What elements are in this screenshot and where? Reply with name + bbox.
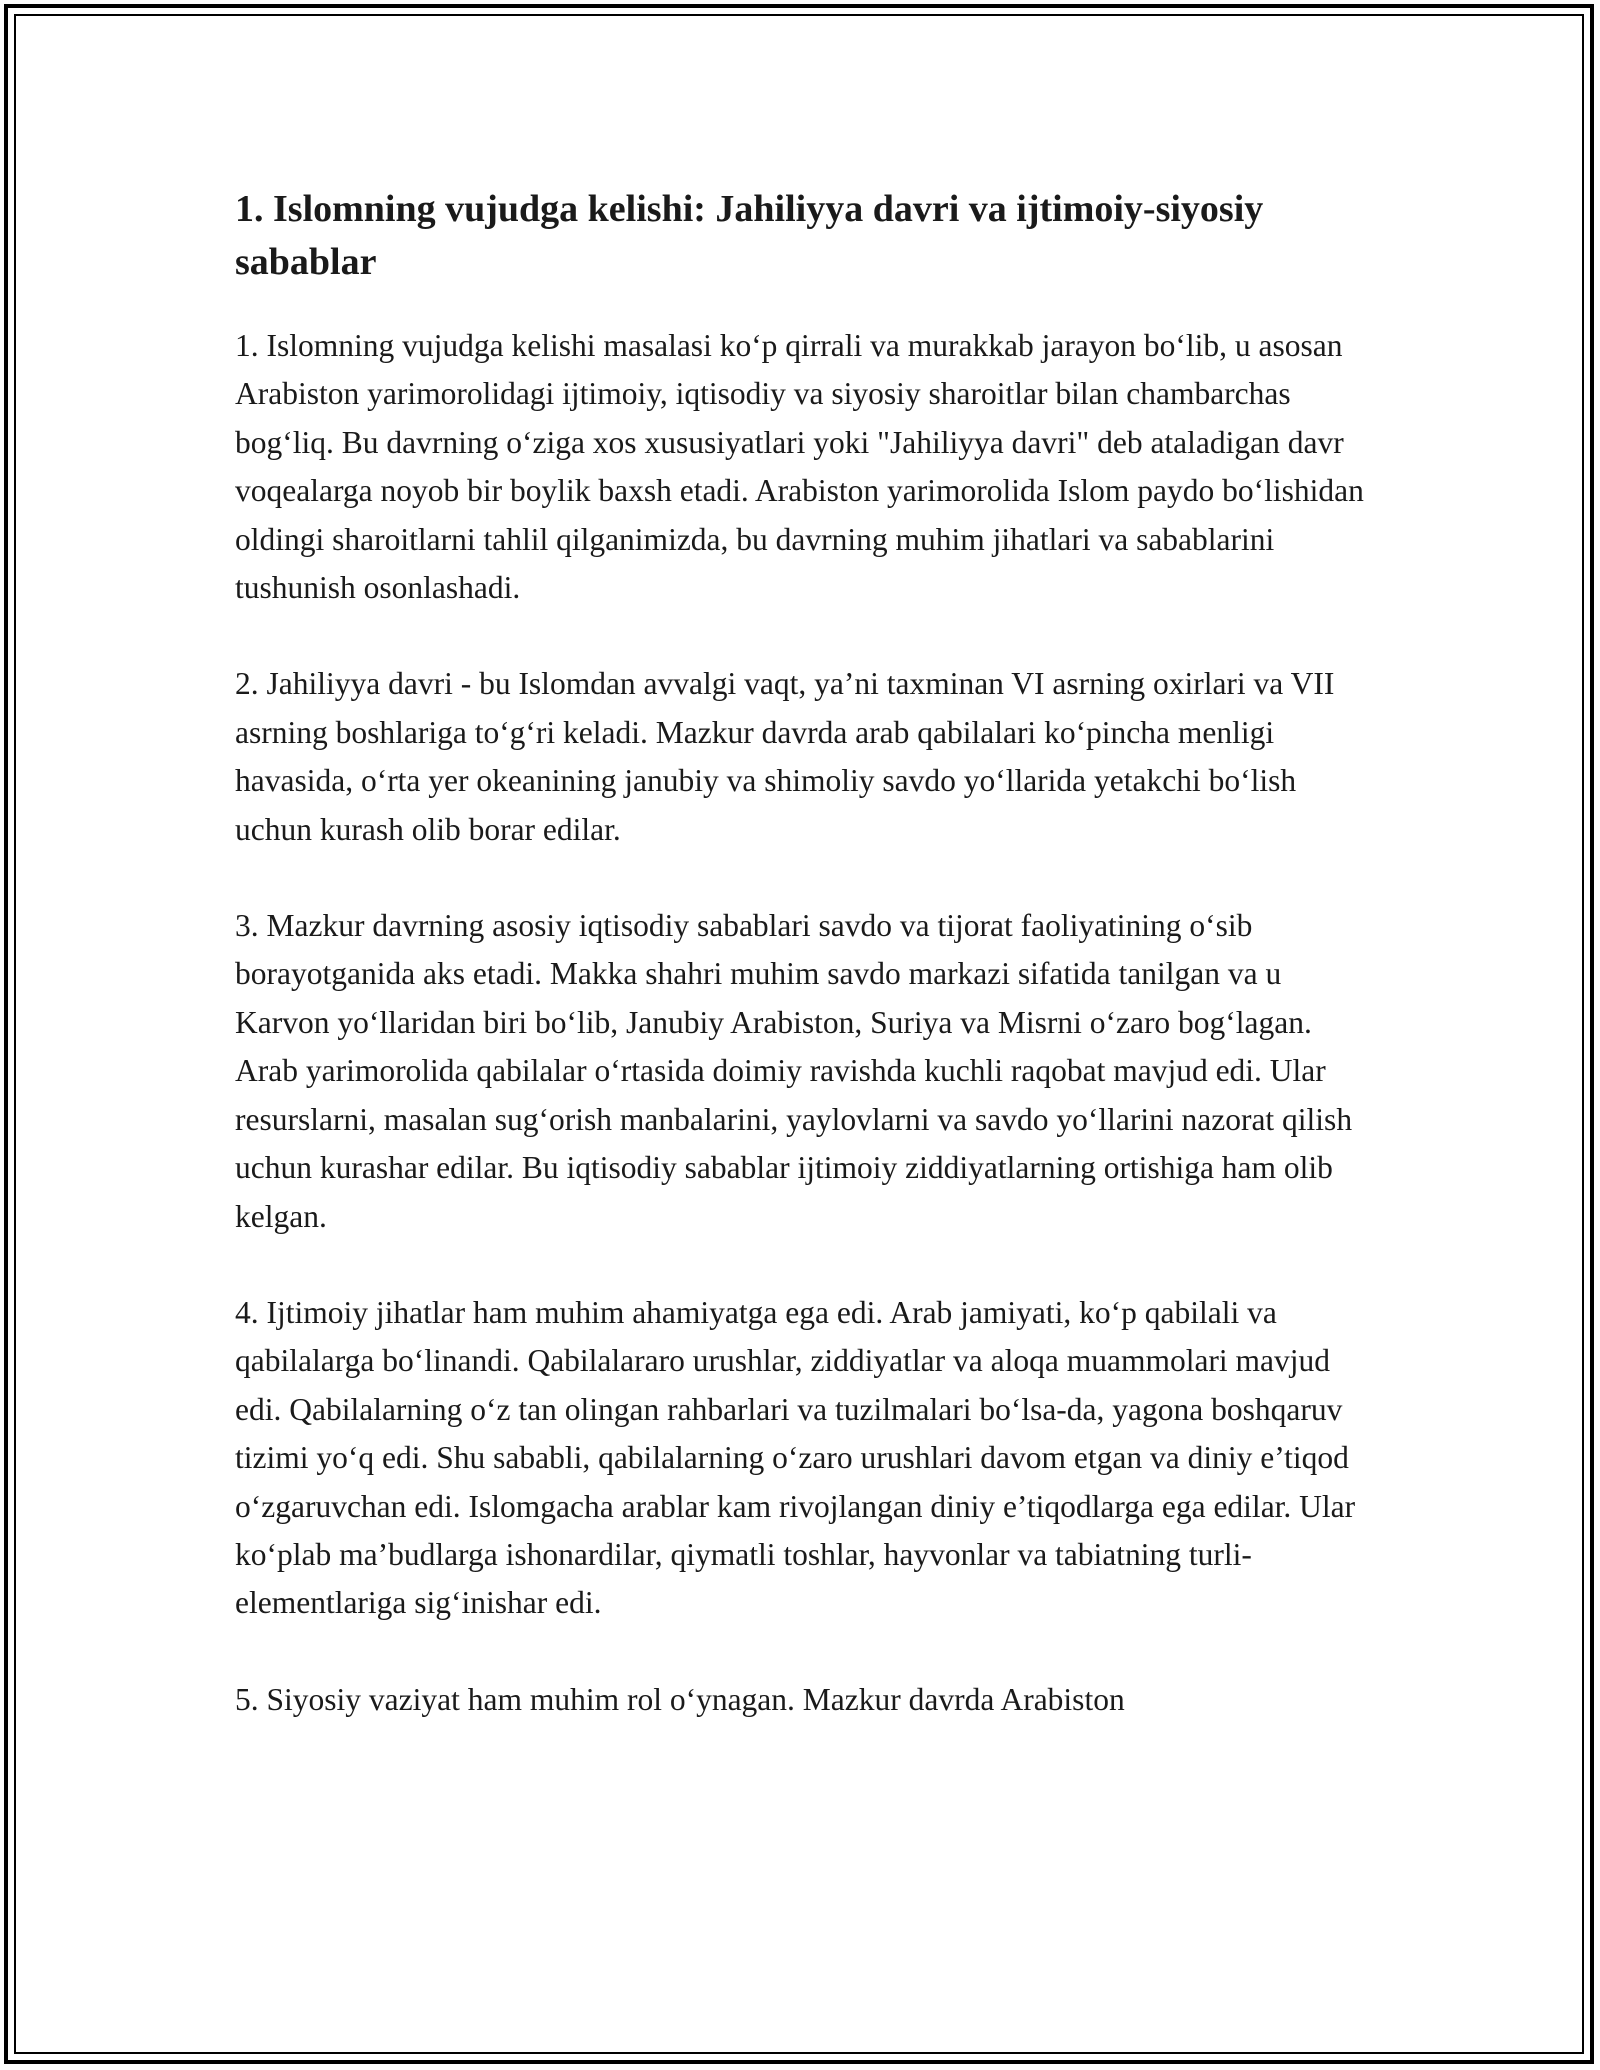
paragraph-1: 1. Islomning vujudga kelishi masalasi ko‘p qirrali va murakkab jarayon bo‘lib, u asosan Arabiston yarimorolidagi ijtimoiy, iqtisodiy va siyosiy sharoitlar bilan chambarchas bog‘liq. Bu davrning o‘ziga xos xususiyatlari yoki "Jahiliyya davri" deb ataladigan davr voqealarga noyob bir boylik baxsh etadi. Arabiston yarimorolida Islom paydo bo‘lishidan oldingi sharoitlarni tahlil qilganimizda, bu davrning muhim jihatlari va sabablarini tushunish osonlashadi.	[235, 328, 1364, 606]
paragraph-3: 3. Mazkur davrning asosiy iqtisodiy sabablari savdo va tijorat faoliyatining o‘sib borayotganida aks etadi. Makka shahri muhim savdo markazi sifatida tanilgan va u Karvon yo‘llaridan biri bo‘lib, Janubiy Arabiston, Suriya va Misrni o‘zaro bog‘lagan. Arab yarimorolida qabilalar o‘rtasida doimiy ravishda kuchli raqobat mavjud edi. Ular resurslarni, masalan sug‘orish manbalarini, yaylovlarni va savdo yo‘llarini nazorat qilish uchun kurashar edilar. Bu iqtisodiy sabablar ijtimoiy ziddiyatlarning ortishiga ham olib kelgan.	[235, 908, 1353, 1234]
paragraph-4: 4. Ijtimoiy jihatlar ham muhim ahamiyatga ega edi. Arab jamiyati, ko‘p qabilali va qabilalarga bo‘linandi. Qabilalararo urushlar, ziddiyatlar va aloqa muammolari mavjud edi. Qabilalarning o‘z tan olingan rahbarlari va tuzilmalari bo‘lsa-da, yagona boshqaruv tizimi yo‘q edi. Shu sababli, qabilalarning o‘zaro urushlari davom etgan va diniy e’tiqod o‘zgaruvchan edi. Islomgacha arablar kam rivojlangan diniy e’tiqodlarga ega edilar. Ular ko‘plab ma’budlarga ishonardilar, qiymatli toshlar, hayvonlar va tabiatning turli-elementlariga sig‘inishar edi.	[235, 1294, 1356, 1621]
paragraph-2: 2. Jahiliyya davri - bu Islomdan avvalgi vaqt, ya’ni taxminan VI asrning oxirlari va VII asrning boshlariga to‘g‘ri keladi. Mazkur davrda arab qabilalari ko‘pincha menligi havasida, o‘rta yer okeanining janubiy va shimoliy savdo yo‘llarida yetakchi bo‘lish uchun kurash olib borar edilar.	[235, 666, 1335, 847]
document-page	[235, 183, 1370, 1772]
paragraph-5: 5. Siyosiy vaziyat ham muhim rol o‘ynagan. Mazkur davrda Arabiston	[235, 1681, 1125, 1717]
document-title: 1. Islomning vujudga kelishi: Jahiliyya davri va ijtimoiy-siyosiy sabablar	[235, 188, 1264, 283]
